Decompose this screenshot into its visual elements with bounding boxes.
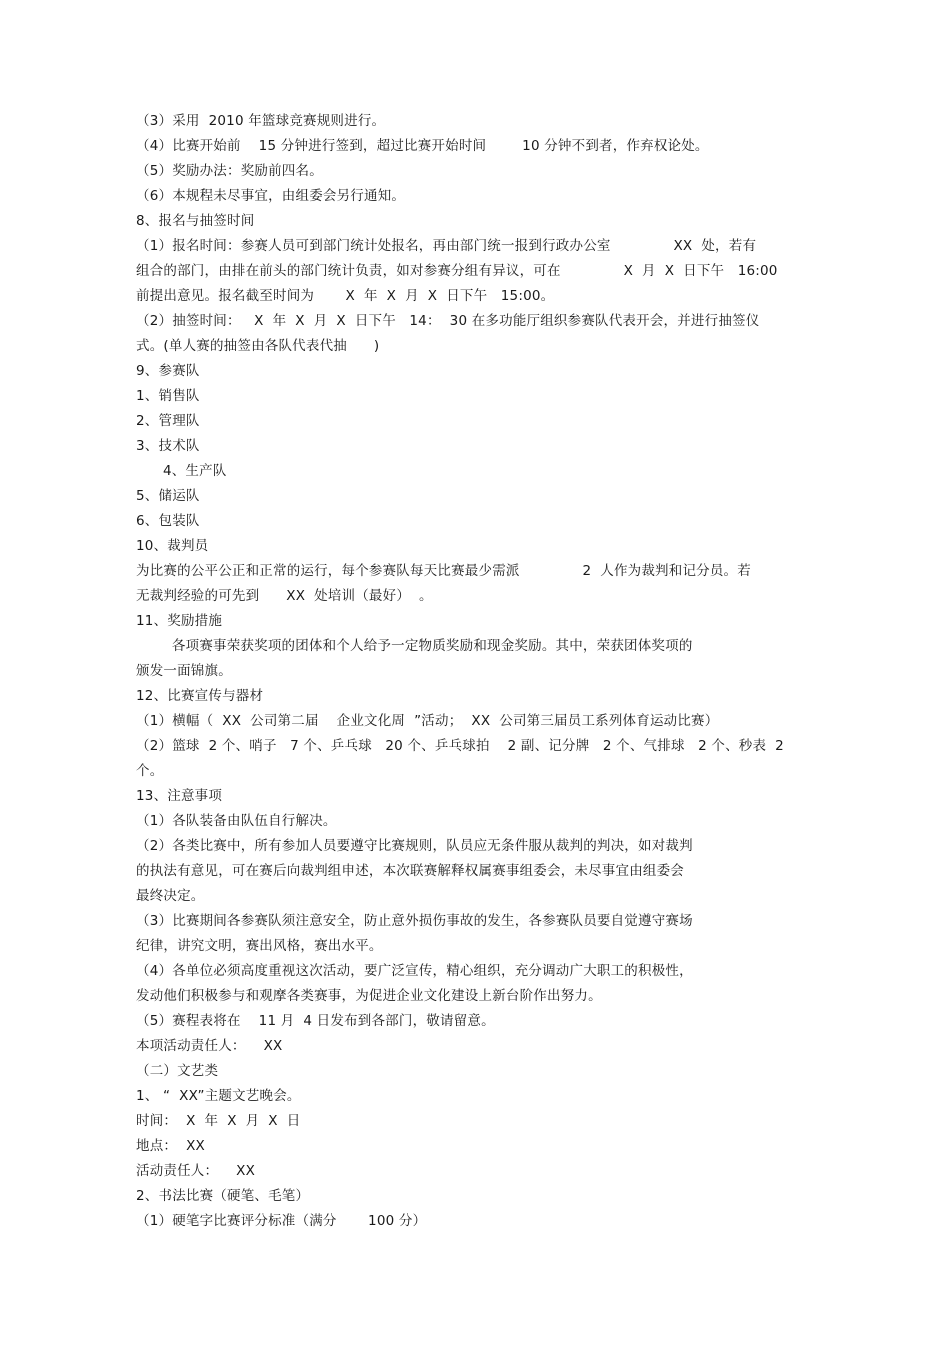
text-line: （5）奖励办法：奖励前四名。 — [136, 163, 323, 179]
section-heading: 8、报名与抽签时间 — [136, 213, 255, 229]
list-item: 5、储运队 — [136, 488, 200, 504]
text-line: 时间： X 年 X 月 X 日 — [136, 1113, 301, 1129]
list-item: 3、技术队 — [136, 438, 200, 454]
text-line: 式。(单人赛的抽签由各队代表代抽 ) — [136, 338, 380, 354]
list-item: 6、包装队 — [136, 513, 200, 529]
list-item: 1、销售队 — [136, 388, 200, 404]
section-heading: （二）文艺类 — [136, 1063, 219, 1079]
text-line: （2）抽签时间： X 年 X 月 X 日下午 14： 30 在多功能厅组织参赛队代表开会，并进行抽签仪 — [136, 313, 760, 329]
section-heading: 11、奖励措施 — [136, 613, 223, 629]
text-line: 纪律，讲究文明，赛出风格，赛出水平。 — [136, 938, 383, 954]
section-heading: 9、参赛队 — [136, 363, 200, 379]
text-line: （1）报名时间：参赛人员可到部门统计处报名，再由部门统一报到行政办公室 XX 处，若有 — [136, 238, 757, 254]
list-item: 2、管理队 — [136, 413, 200, 429]
list-item: 4、生产队 — [136, 463, 227, 479]
text-line: 颁发一面锦旗。 — [136, 663, 232, 679]
text-line: 1、 “ XX”主题文艺晚会。 — [136, 1088, 301, 1104]
text-line: 地点： XX — [136, 1138, 205, 1154]
text-line: 为比赛的公平公正和正常的运行，每个参赛队每天比赛最少需派 2 人作为裁判和记分员。若 — [136, 563, 751, 579]
section-heading: 12、比赛宣传与器材 — [136, 688, 264, 704]
text-line: （4）各单位必须高度重视这次活动，要广泛宣传，精心组织，充分调动广大职工的积极性， — [136, 963, 693, 979]
text-line: 各项赛事荣获奖项的团体和个人给予一定物质奖励和现金奖励。其中，荣获团体奖项的 — [136, 638, 693, 654]
text-line: （2）篮球 2 个、哨子 7 个、乒乓球 20 个、乒乓球拍 2 副、记分牌 2 个、气排球 2 个、秒表 2 — [136, 738, 784, 754]
text-line: 无裁判经验的可先到 XX 处培训（最好） 。 — [136, 588, 433, 604]
text-line: 的执法有意见，可在赛后向裁判组申述，本次联赛解释权属赛事组委会，未尽事宜由组委会 — [136, 863, 684, 879]
text-line: 发动他们积极参与和观摩各类赛事，为促进企业文化建设上新台阶作出努力。 — [136, 988, 602, 1004]
text-line: （1）横幅（ XX 公司第二届 企业文化周 ”活动； XX 公司第三届员工系列体育运动比赛） — [136, 713, 719, 729]
text-line: 组合的部门，由排在前头的部门统计负责，如对参赛分组有异议，可在 X 月 X 日下午 16:00 — [136, 263, 778, 279]
text-line: 个。 — [136, 763, 164, 779]
text-line: 前提出意见。报名截至时间为 X 年 X 月 X 日下午 15:00。 — [136, 288, 555, 304]
text-line: 最终决定。 — [136, 888, 205, 904]
section-heading: 13、注意事项 — [136, 788, 223, 804]
text-line: （4）比赛开始前 15 分钟进行签到，超过比赛开始时间 10 分钟不到者，作弃权论处。 — [136, 138, 709, 154]
text-line: （3）采用 2010 年篮球竞赛规则进行。 — [136, 113, 386, 129]
text-line: （2）各类比赛中，所有参加人员要遵守比赛规则，队员应无条件服从裁判的判决，如对裁判 — [136, 838, 693, 854]
section-heading: 2、书法比赛（硬笔、毛笔） — [136, 1188, 310, 1204]
text-line: （1）硬笔字比赛评分标准（满分 100 分） — [136, 1213, 427, 1229]
text-line: （5）赛程表将在 11 月 4 日发布到各部门，敬请留意。 — [136, 1013, 495, 1029]
text-line: （1）各队装备由队伍自行解决。 — [136, 813, 337, 829]
text-line: （6）本规程未尽事宜，由组委会另行通知。 — [136, 188, 406, 204]
section-heading: 10、裁判员 — [136, 538, 209, 554]
text-line: （3）比赛期间各参赛队须注意安全，防止意外损伤事故的发生，各参赛队员要自觉遵守赛场 — [136, 913, 693, 929]
text-line: 活动责任人： XX — [136, 1163, 256, 1179]
text-line: 本项活动责任人： XX — [136, 1038, 283, 1054]
